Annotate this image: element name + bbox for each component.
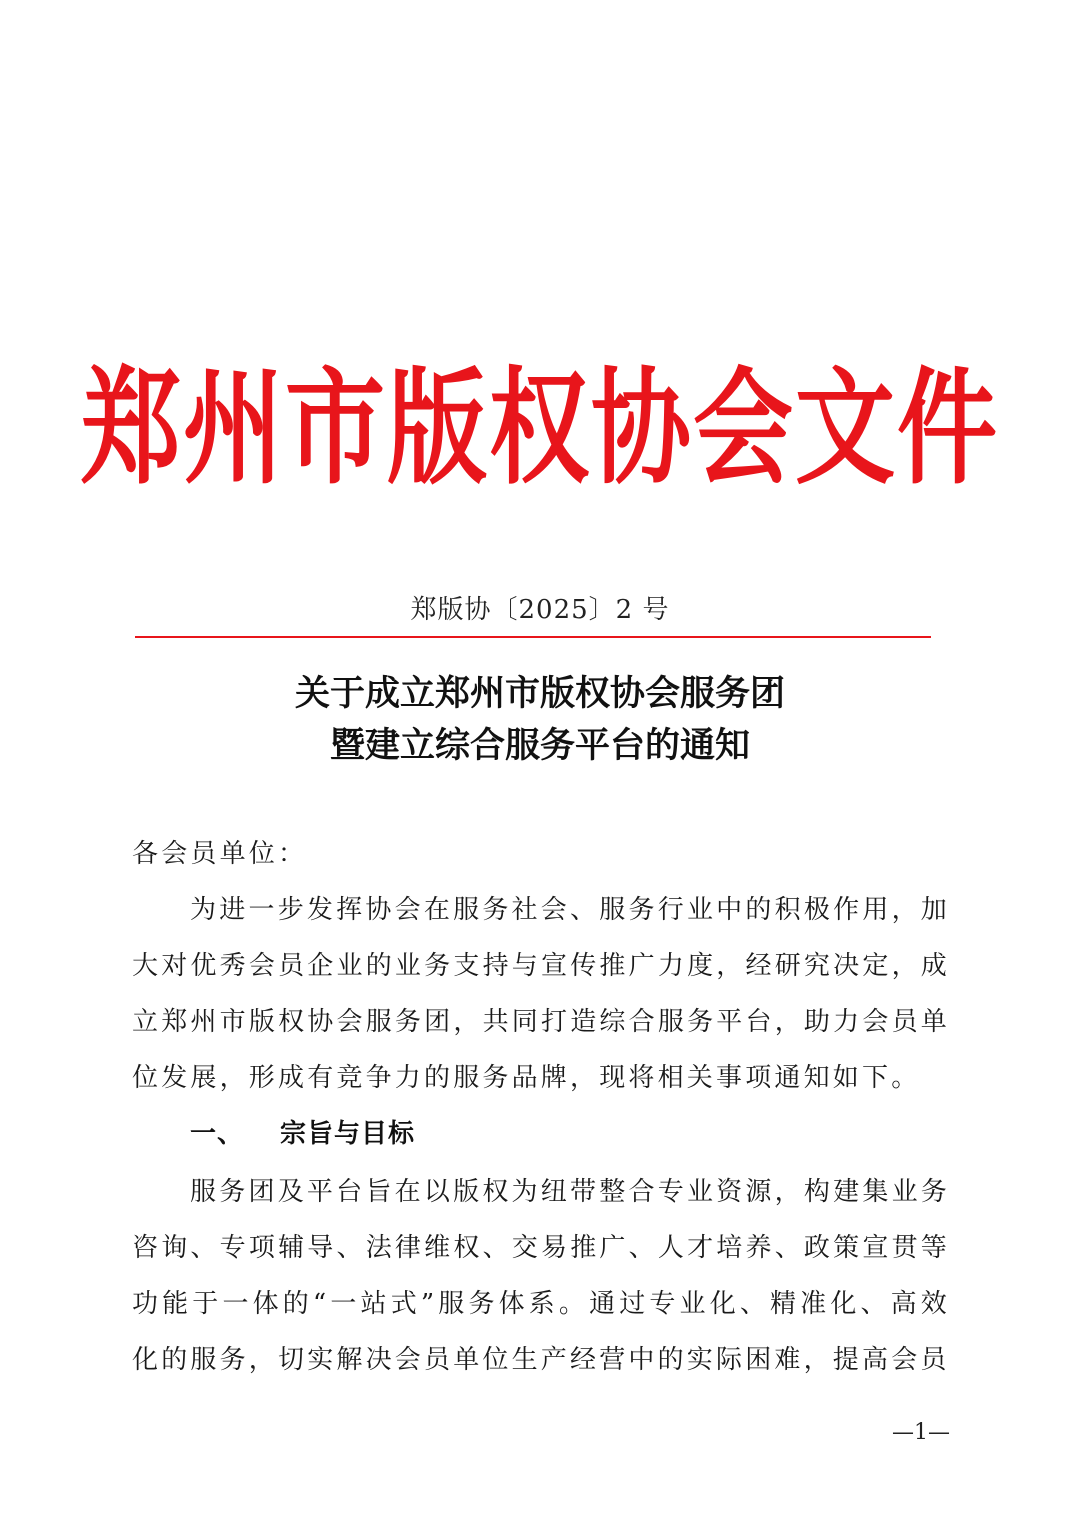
notice-title-line-2: 暨建立综合服务平台的通知	[329, 726, 750, 766]
body-paragraph-2: 服务团及平台旨在以版权为纽带整合专业资源，构建集业务咨询、专项辅导、法律维权、交易推广、人才培养、政策宣贯等功能于一体的“一站式”服务体系。通过专业化、精准化、高效化的服务，切实解决会员单位生产经营中的实际困难，提高会员	[132, 1177, 950, 1375]
red-divider-line	[135, 636, 931, 638]
salutation: 各会员单位：	[132, 839, 308, 869]
masthead-title: 郑州市版权协会文件	[81, 353, 999, 502]
section-heading-number: 一、	[190, 1119, 245, 1149]
section-heading-text: 宗旨与目标	[280, 1119, 416, 1149]
body-paragraph-1: 为进一步发挥协会在服务社会、服务行业中的积极作用，加大对优秀会员企业的业务支持与宣传推广力度，经研究决定，成立郑州市版权协会服务团，共同打造综合服务平台，助力会员单位发展，形成有竞争力的服务品牌，现将相关事项通知如下。	[132, 895, 950, 1093]
page-number: —1—	[892, 1420, 950, 1445]
notice-title	[0, 668, 1080, 772]
section-heading-1	[190, 1108, 415, 1160]
document-number: 郑版协〔2025〕2 号	[410, 595, 670, 625]
notice-title-line-1: 关于成立郑州市版权协会服务团	[294, 674, 785, 714]
